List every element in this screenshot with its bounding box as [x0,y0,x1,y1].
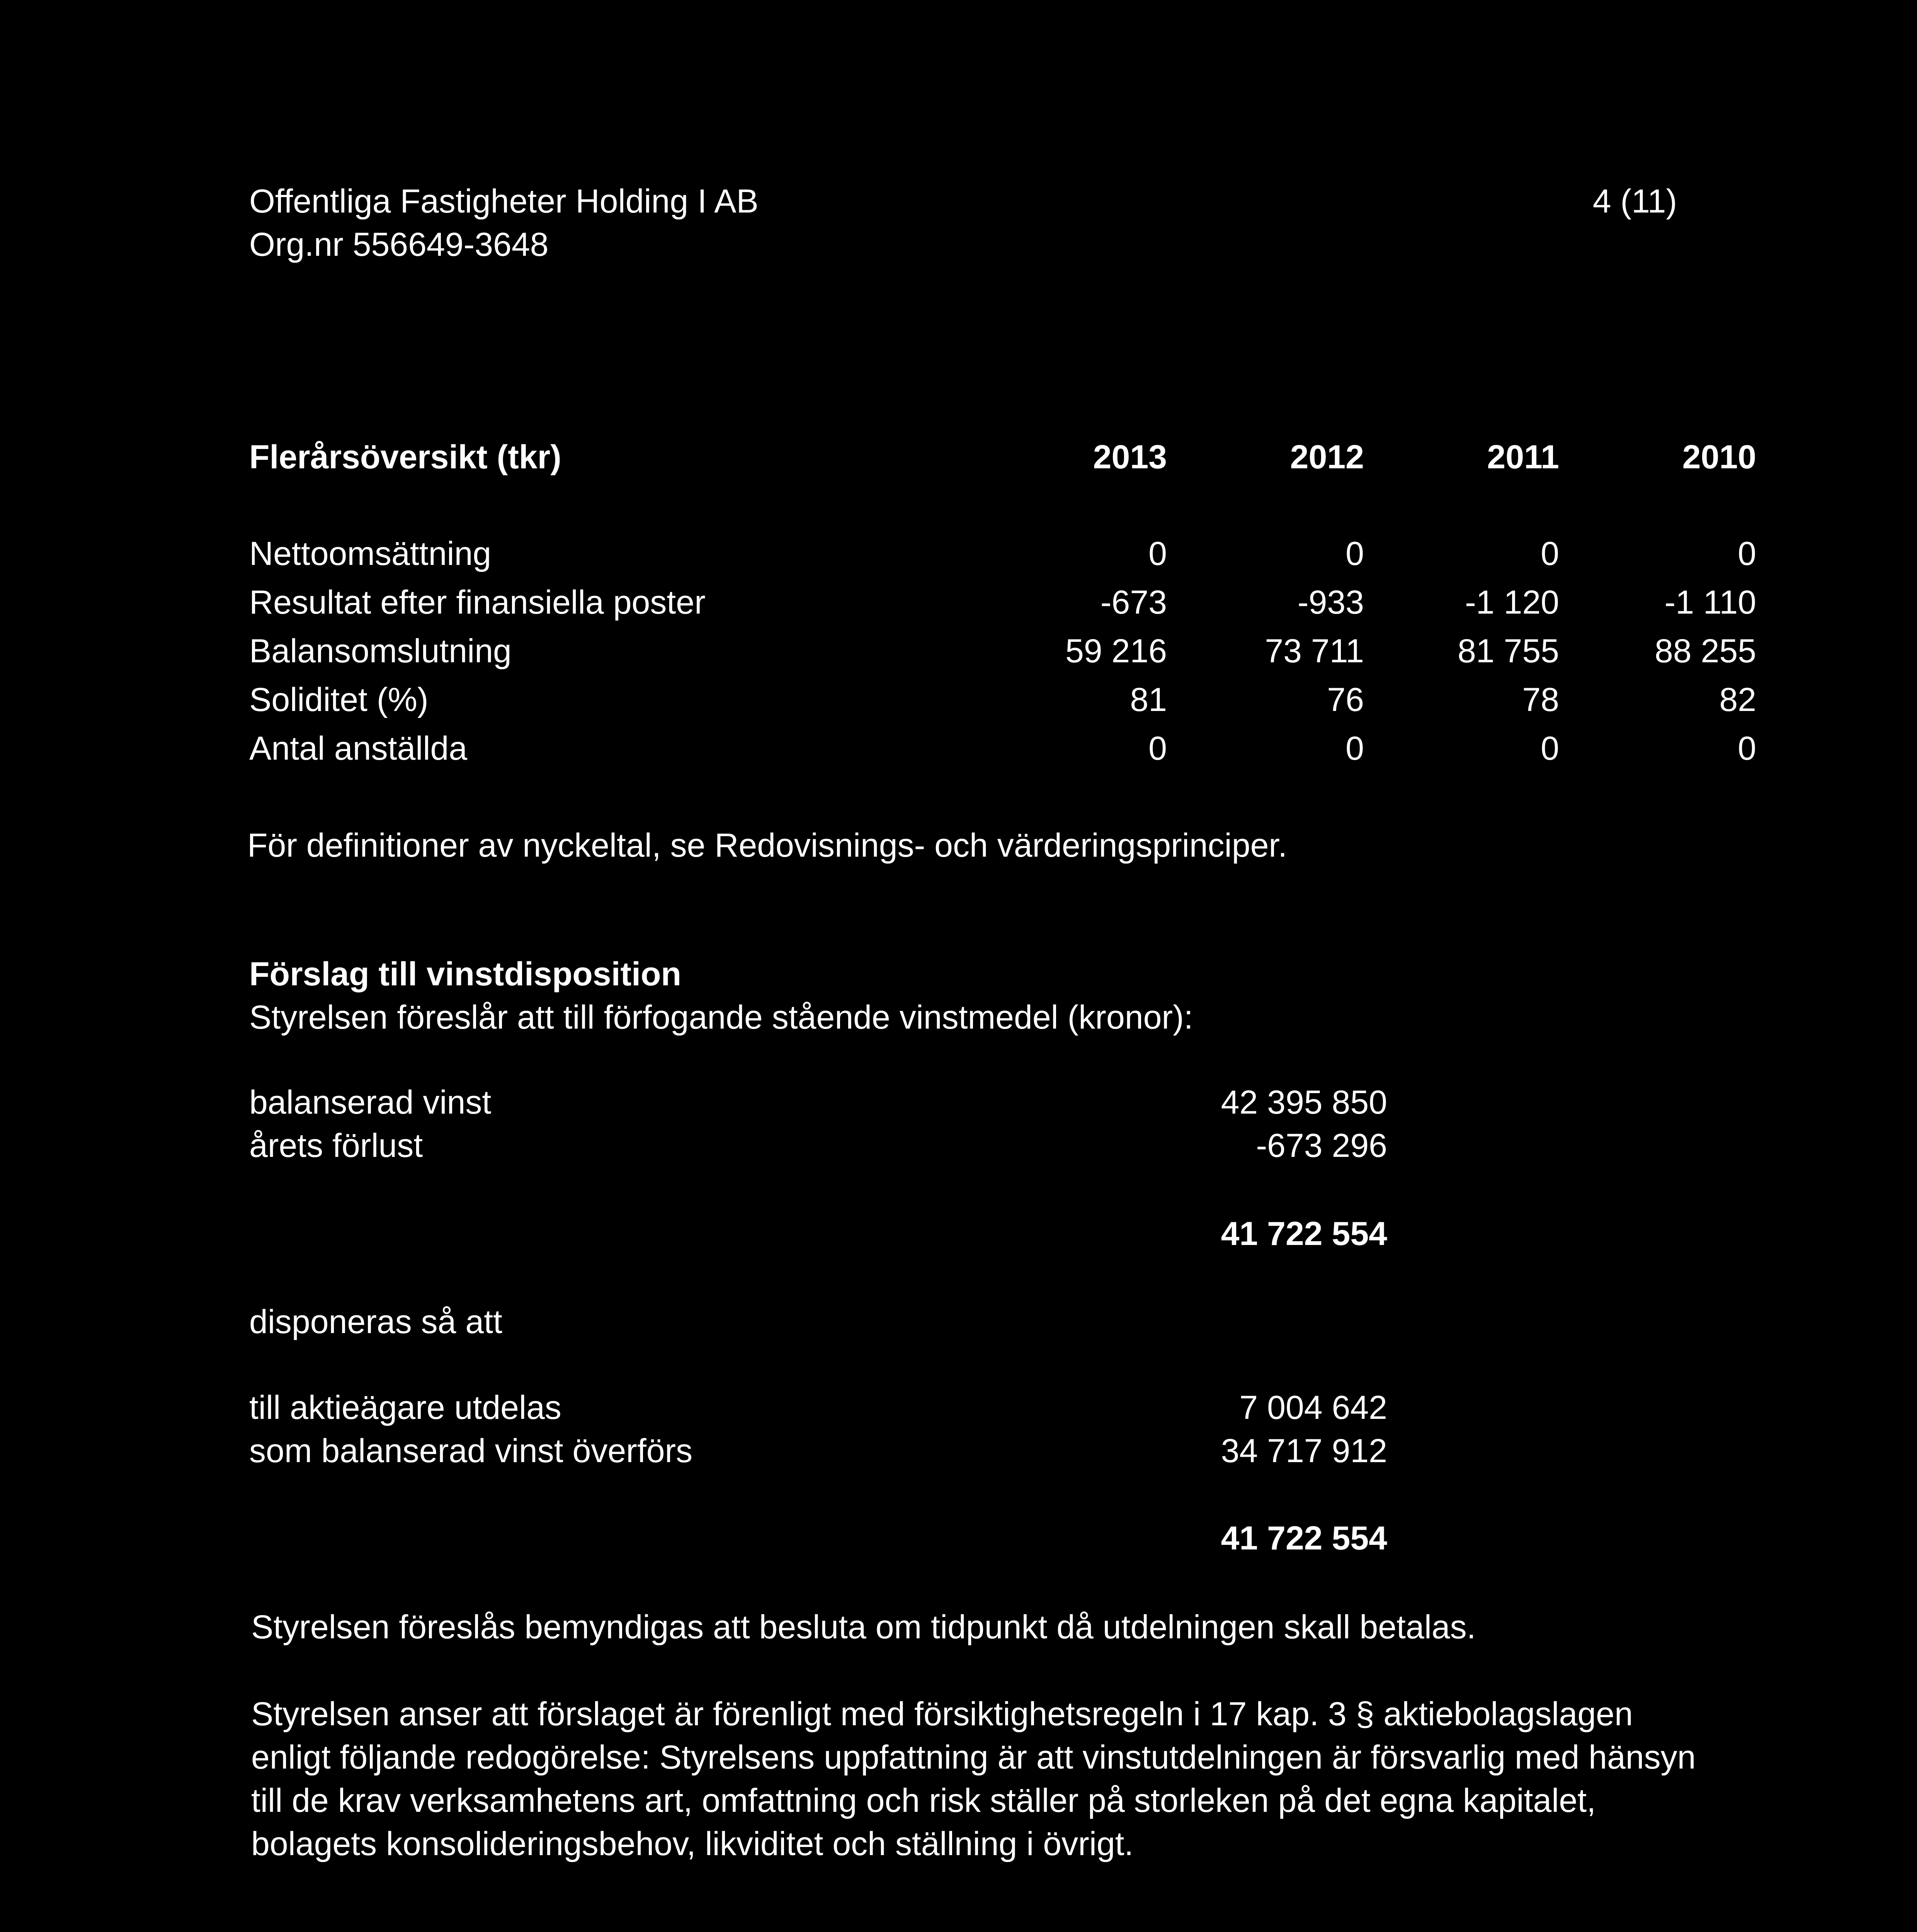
table-row [249,728,1756,777]
multi-year-overview-table [249,437,1756,777]
table-header-row [249,437,1756,533]
table-cell: 76 [1327,681,1364,718]
table-cell: 0 [1738,535,1756,572]
disposition-label: disponeras så att [249,1303,502,1340]
amount-label: till aktieägare utdelas [249,1389,561,1426]
table-row [249,679,1756,728]
definitions-note: För definitioner av nyckeltal, se Redovisnings- och värderingsprinciper. [247,827,1288,864]
row-label: Resultat efter finansiella poster [249,584,706,621]
table-cell: 0 [1148,535,1167,572]
total-amount: 41 722 554 [1221,1215,1387,1252]
amount-label: som balanserad vinst överförs [249,1432,693,1469]
table-cell: -673 [1100,584,1167,621]
table-cell: 81 755 [1457,633,1559,670]
table-cell: 81 [1130,681,1167,718]
amount-label: årets förlust [249,1127,423,1164]
amount-value: -673 296 [1256,1127,1387,1164]
table-cell: 88 255 [1654,633,1756,670]
board-statement-paragraph: Styrelsen anser att förslaget är förenligt med försiktighetsregeln i 17 kap. 3 § aktiebolagslagen enligt följande redogörelse: Styrelsens uppfattning är att vinstutdelningen är försvarlig med hänsyn till de krav verksamhetens art, omfattning och risk ställer på storleken på det egna kapitalet, bolagets konsolideringsbehov, likviditet och ställning i övrigt. [251,1696,1696,1862]
year-header: 2010 [1682,439,1756,476]
year-header: 2012 [1290,439,1364,476]
page-number: 4 (11) [1592,183,1677,220]
amount-row-arets-forlust [249,1125,1387,1168]
year-header: 2013 [1093,439,1167,476]
amount-row-overfors [249,1430,1387,1474]
org-number: Org.nr 556649-3648 [249,226,549,263]
table-row [249,533,1756,582]
proposal-intro: Styrelsen föreslår att till förfogande stående vinstmedel (kronor): [249,999,1193,1036]
amount-value: 34 717 912 [1221,1432,1387,1469]
total-amount: 41 722 554 [1221,1520,1387,1557]
row-label: Balansomslutning [249,633,512,670]
amount-value: 42 395 850 [1221,1084,1387,1121]
amount-row-utdelas [249,1387,1387,1430]
table-cell: 0 [1345,730,1364,767]
table-cell: 82 [1719,681,1756,718]
amount-value: 7 004 642 [1239,1389,1387,1426]
amount-row-balanserad-vinst [249,1082,1387,1125]
year-header: 2011 [1487,439,1559,476]
table-cell: 78 [1522,681,1559,718]
company-name: Offentliga Fastigheter Holding I AB [249,183,759,220]
table-cell: 73 711 [1265,633,1364,670]
row-label: Soliditet (%) [249,681,429,718]
amount-total-row [249,1518,1387,1561]
table-cell: 59 216 [1065,633,1167,670]
table-cell: -933 [1297,584,1364,621]
table-title: Flerårsöversikt (tkr) [249,439,561,476]
proposal-title: Förslag till vinstdisposition [249,956,682,993]
table-cell: 0 [1541,730,1559,767]
authorization-paragraph: Styrelsen föreslås bemyndigas att besluta om tidpunkt då utdelningen skall betalas. [251,1609,1476,1646]
amount-label: balanserad vinst [249,1084,492,1121]
table-cell: 0 [1738,730,1756,767]
table-cell: -1 110 [1664,584,1756,621]
amount-total-row [249,1213,1387,1257]
table-cell: -1 120 [1465,584,1559,621]
row-label: Antal anställda [249,730,468,767]
row-label: Nettoomsättning [249,535,492,572]
table-cell: 0 [1148,730,1167,767]
disposition-label-row [249,1301,1387,1345]
table-row [249,631,1756,679]
table-cell: 0 [1541,535,1559,572]
table-cell: 0 [1345,535,1364,572]
table-row [249,582,1756,631]
